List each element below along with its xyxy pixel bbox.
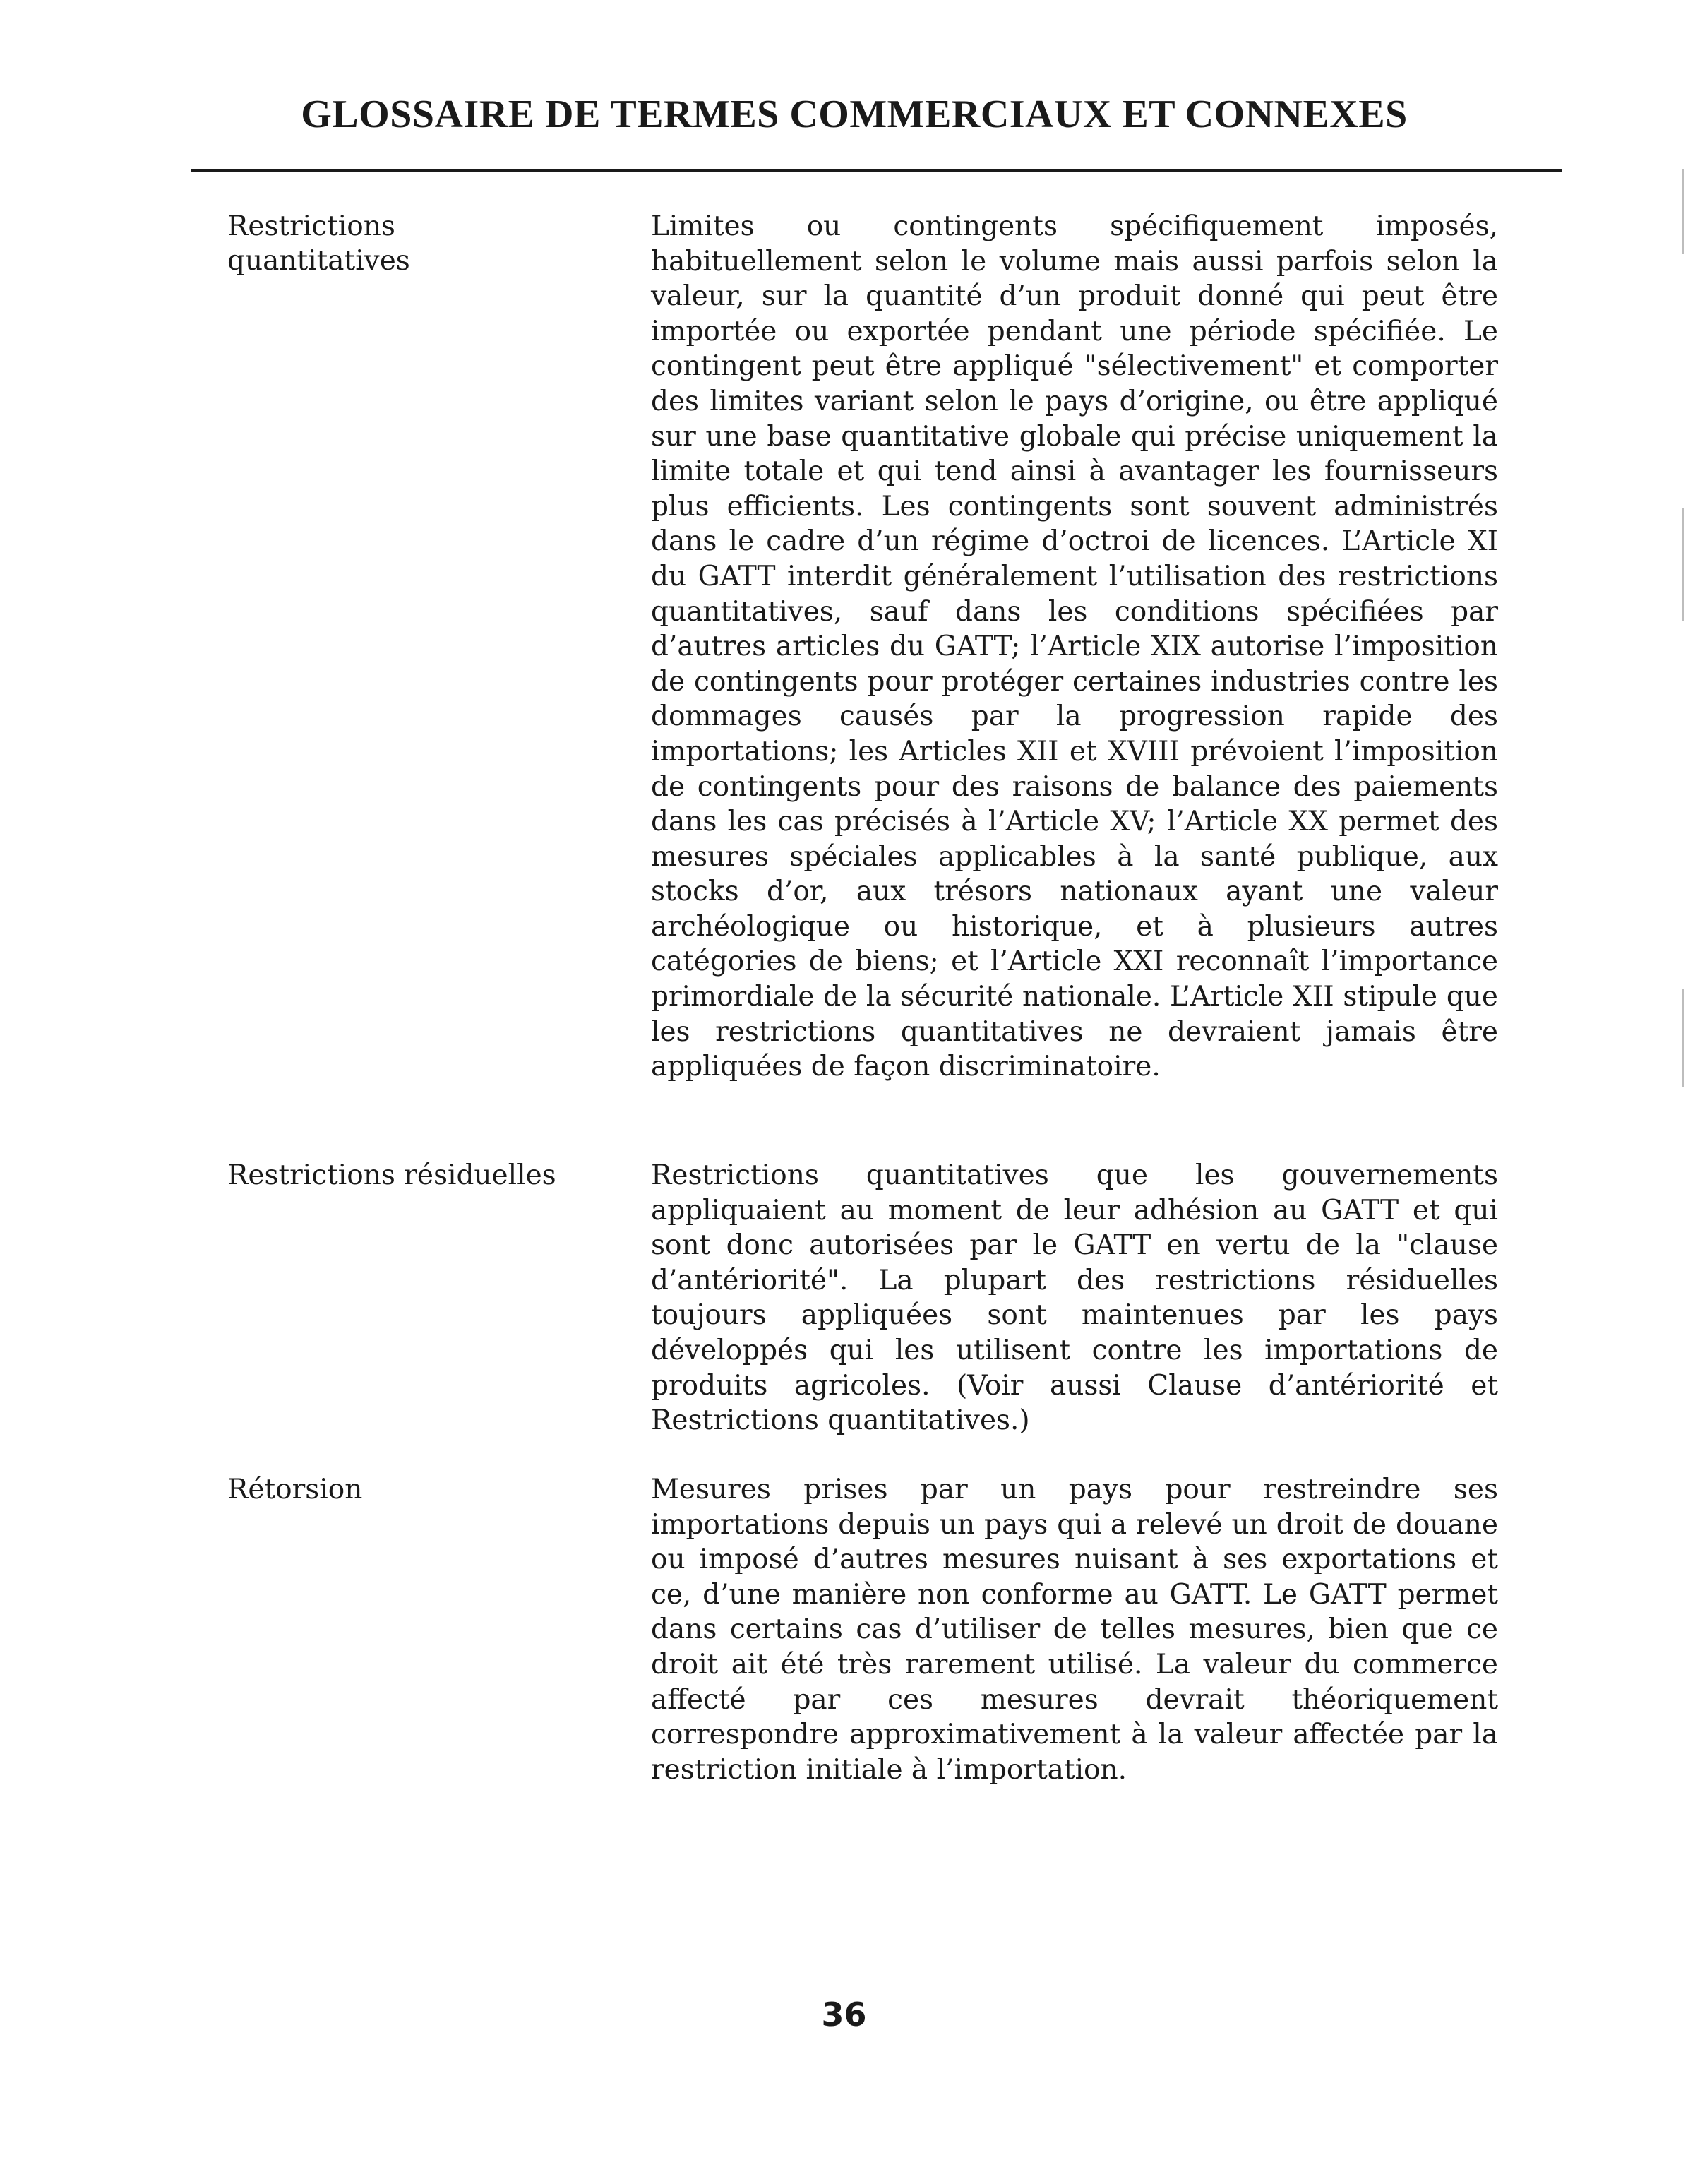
glossary-definition: Limites ou contingents spécifiquement imposés, habituellement selon le volume mais aussi parfois selon la valeur, sur la quantité d’un produit donné qui peut être importée ou exportée pendant une période spécifiée. Le contingent peut être appliqué "sélectivement" et comporter des limites variant selon le pays d’origine, ou être appliqué sur une base quantitative globale qui précise uniquement la limite totale et qui tend ainsi à avantager les fournisseurs plus efficients. Les contingents sont souvent administrés dans le cadre d’un régime d’octroi de licences. L’Article XI du GATT interdit généralement l’utilisation des restrictions quantitatives, sauf dans les conditions spécifiées par d’autres articles du GATT; l’Article XIX autorise l’imposition de contingents pour protéger certaines industries contre les dommages causés par la progression rapide des importations; les Articles XII et XVIII prévoient l’imposition de contingents pour des raisons de balance des paiements dans les cas précisés à l’Article XV; l’Article XX permet des mesures spéciales applicables à la santé publique, aux stocks d’or, aux trésors nationaux ayant une valeur archéologique ou historique, et à plusieurs autres catégories de biens; et l’Article XXI reconnaît l’importance primordiale de la sécurité nationale. L’Article XII stipule que les restrictions quantitatives ne devraient jamais être appliquées de façon discriminatoire.: [651, 210, 1498, 1083]
glossary-definition: Mesures prises par un pays pour restreindre ses importations depuis un pays qui a relevé un droit de douane ou imposé d’autres mesures nuisant à ses exportations et ce, d’une manière non conforme au GATT. Le GATT permet dans certains cas d’utiliser de telles mesures, bien que ce droit ait été très rarement utilisé. La valeur du commerce affecté par ces mesures devrait théoriquement correspondre approximativement à la valeur affectée par la restriction initiale à l’importation.: [651, 1474, 1498, 1786]
glossary-term: Restrictions quantitatives: [227, 210, 410, 277]
scan-edge-mark: [1682, 989, 1684, 1087]
page-title: GLOSSAIRE DE TERMES COMMERCIAUX ET CONNEXES: [301, 93, 1408, 136]
glossary-definition: Restrictions quantitatives que les gouvernements appliquaient au moment de leur adhésion au GATT et qui sont donc autorisées par le GATT en vertu de la "clause d’antériorité". La plupart des restrictions résiduelles toujours appliquées sont maintenues par les pays développés qui les utilisent contre les importations de produits agricoles. (Voir aussi Clause d’antériorité et Restrictions quantitatives.): [651, 1159, 1498, 1437]
scan-edge-mark: [1682, 508, 1684, 621]
glossary-term: Rétorsion: [227, 1474, 363, 1505]
header-divider: [191, 169, 1562, 172]
glossary-term: Restrictions résiduelles: [227, 1159, 556, 1191]
scan-edge-mark: [1682, 169, 1684, 254]
page-number: 36: [821, 1995, 867, 2034]
